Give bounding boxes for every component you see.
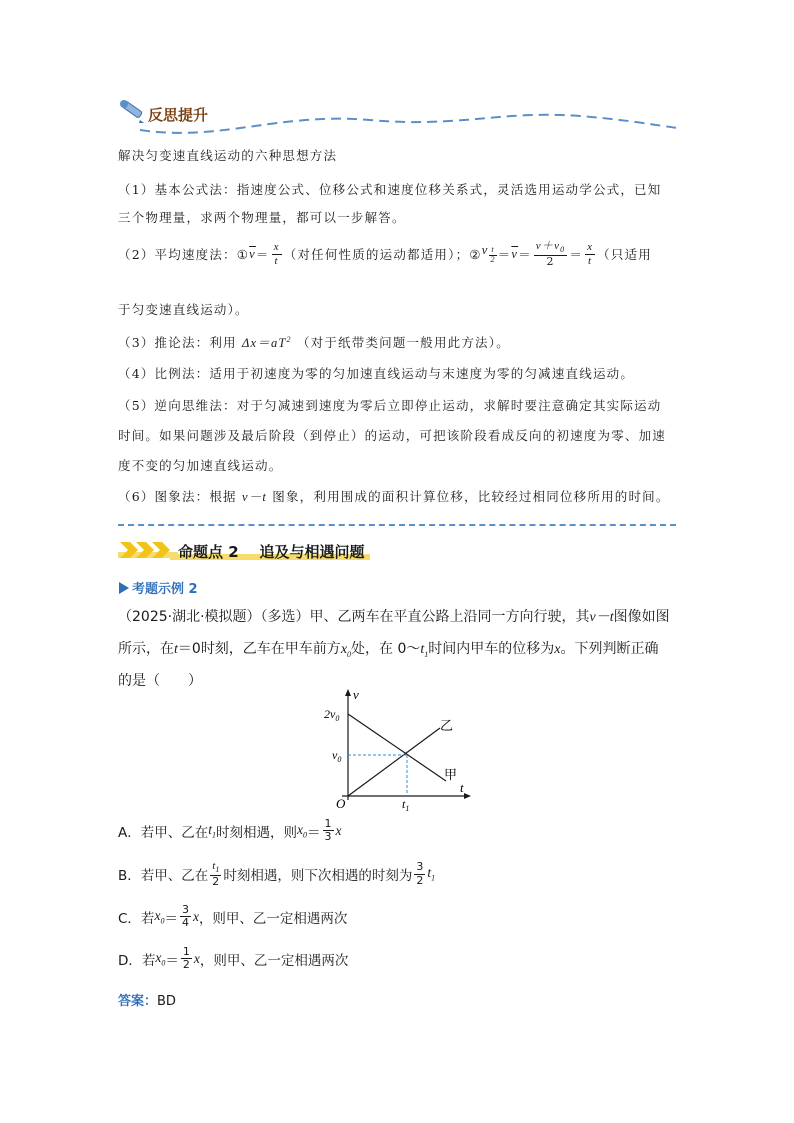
reflect-title: 解决匀变速直线运动的六种思想方法 (118, 148, 338, 163)
method-2-line-1 (118, 240, 652, 268)
q-vt: v－t (589, 610, 614, 625)
option-a-x0: $x_0$ (297, 821, 308, 840)
reflect-heading: 反思提升 (148, 106, 209, 124)
q2-b: 时刻，乙车在甲车前方 (200, 641, 341, 657)
method-5-line-1: （5）逆向思维法：对于匀减速到速度为零后立即停止运动，求解时要注意确定其实际运动 (118, 398, 662, 413)
q2-x: x (554, 642, 561, 657)
method-2-note-1: （对任何性质的运动都适用）； (283, 247, 470, 263)
option-d-frac: $\frac{1}{2}$ (182, 945, 190, 972)
formula-x-over-t: $\frac{x}{t}$ (273, 241, 280, 267)
answer-value: BD (157, 994, 176, 1009)
q2-e: 。下列判断正确 (560, 641, 659, 657)
option-d-pre: D．若 (118, 952, 156, 969)
wave-divider (140, 108, 680, 138)
question-line-1 (118, 606, 670, 626)
formula-v-t: v－t (241, 490, 268, 504)
formula-x-over-t-2: $\frac{x}{t}$ (587, 241, 594, 267)
vt-graph (320, 688, 480, 812)
option-d-x0: $x_0$ (155, 949, 166, 968)
circle-1: ① (236, 246, 250, 262)
equals: ＝ (255, 247, 270, 263)
topic-heading: 命题点 2 追及与相遇问题 (178, 543, 365, 561)
chevron-arrows-icon (118, 540, 178, 560)
question-line-1-pre: （2025·湖北·模拟题）（多选）甲、乙两车在平直公路上沿同一方向行驶，其 (118, 609, 590, 625)
method-2-line-2: 于匀变速直线运动）。 (118, 302, 249, 317)
option-b-frac-t1: $\frac{t_1}{2}$ (212, 860, 220, 888)
option-c-x0: $x_0$ (154, 907, 165, 926)
method-1-line-2: 三个物理量，求两个物理量，都可以一步解答。 (118, 210, 406, 225)
method-3-pre: （3）推论法：利用 (118, 335, 237, 350)
option-a-t1: $t_1$ (208, 821, 217, 840)
q2-a: 所示，在 (118, 641, 174, 657)
method-5-line-2: 时间。如果问题涉及最后阶段（到停止）的运动，可把该阶段看成反向的初速度为零、加速 (118, 428, 667, 443)
option-b-pre: B．若甲、乙在 (118, 868, 209, 885)
yi-label: 乙 (440, 718, 454, 733)
option-b-mid: 时刻相遇，则下次相遇的时刻为 (223, 868, 413, 885)
t1-label: $t_1$ (402, 797, 410, 812)
equals-3: ＝ (518, 247, 532, 263)
method-4: （4）比例法：适用于初速度为零的匀加速直线运动与末速度为零的匀减速直线运动。 (118, 366, 635, 381)
option-a-x: x (335, 822, 342, 838)
equals-2: ＝ (497, 247, 512, 263)
option-d[interactable]: D．若 $x_0$ ＝ $\frac{1}{2}$ x ，则甲、乙一定相遇两次 (118, 945, 349, 972)
jia-label: 甲 (444, 767, 458, 782)
equals-4: ＝ (569, 247, 584, 263)
option-b-frac-3-2: $\frac{3}{2}$ (416, 860, 424, 887)
q2-t-eq-0: t (174, 642, 178, 657)
q2-t1: $t_1$ (420, 642, 429, 659)
formula-vbar: $\overline{v}$ (249, 246, 256, 261)
example-label: 考题示例 2 (132, 582, 198, 597)
method-1-line-1: （1）基本公式法：指速度公式、位移公式和速度位移关系式，灵活选用运动学公式，已知 (118, 182, 662, 197)
v-axis-arrow (345, 689, 351, 696)
method-2-label: （2）平均速度法： (118, 247, 237, 263)
option-b-t1: $t_1$ (427, 865, 436, 883)
option-a-frac: $\frac{1}{3}$ (324, 817, 332, 844)
option-c-frac: $\frac{3}{4}$ (181, 903, 189, 930)
method-3 (118, 333, 510, 351)
play-triangle-icon (118, 580, 130, 599)
t-axis-arrow (464, 793, 471, 799)
formula-vbar-2: $\overline{v}$ (511, 246, 519, 261)
answer-label: 答案： (118, 994, 158, 1009)
option-c-pre: C．若 (118, 910, 155, 927)
yi-line (348, 728, 440, 796)
circle-2: ② (469, 246, 482, 262)
q2-c: 处，在 0～ (351, 641, 421, 657)
option-c[interactable]: C．若 $x_0$ ＝ $\frac{3}{4}$ x ，则甲、乙一定相遇两次 (118, 903, 348, 930)
option-c-post: ，则甲、乙一定相遇两次 (198, 910, 348, 927)
method-6 (118, 487, 670, 505)
method-6-post: 图象，利用围成的面积计算位移，比较经过相同位移所用的时间。 (272, 489, 670, 504)
section-divider (118, 524, 676, 526)
method-2-note-2: （只适用 (597, 247, 652, 263)
option-b[interactable] (118, 860, 435, 888)
jia-line (348, 714, 446, 781)
option-a-mid: 时刻相遇，则 (216, 824, 298, 841)
formula-v-half-t: v $_{\frac{t}{2}}$ (481, 243, 496, 265)
option-d-post: ，则甲、乙一定相遇两次 (199, 952, 349, 969)
option-a[interactable]: A．若甲、乙在 $t_1$ 时刻相遇，则 $x_0$ ＝ $\frac{1}{3}$ x (118, 817, 342, 844)
origin-label: O (336, 796, 346, 811)
option-c-x: x (192, 908, 199, 924)
answer (118, 990, 176, 1009)
q2-x0: $x_0$ (340, 642, 352, 659)
question-line-2: 所示，在t＝0时刻，乙车在甲车前方$x_0$处，在 $0\sim t_1$时间内甲车的位移为x。下列判断正确 (118, 641, 659, 659)
formula-v-plus-v0-over-2: $\frac{v+v_0}{2}$ (535, 240, 566, 268)
question-line-3: 的是（ ） (118, 673, 202, 689)
question-line-1-post: 图像如图 (613, 609, 670, 625)
formula-delta-x: $\Delta x=aT^2$ (241, 334, 292, 350)
method-5-line-3: 度不变的匀加速直线运动。 (118, 458, 283, 473)
option-d-x: x (193, 950, 200, 966)
method-3-post: （对于纸带类问题一般用此方法）。 (296, 335, 510, 350)
two-v0-label: $2v_0$ (324, 707, 340, 723)
v0-label: $v_0$ (332, 748, 342, 764)
option-a-pre: A．若甲、乙在 (118, 824, 209, 841)
v-axis-label: v (353, 688, 359, 702)
t-axis-label: t (460, 780, 464, 795)
q2-d: 时间内甲车的位移为 (428, 641, 555, 657)
method-6-pre: （6）图象法：根据 (118, 489, 237, 504)
